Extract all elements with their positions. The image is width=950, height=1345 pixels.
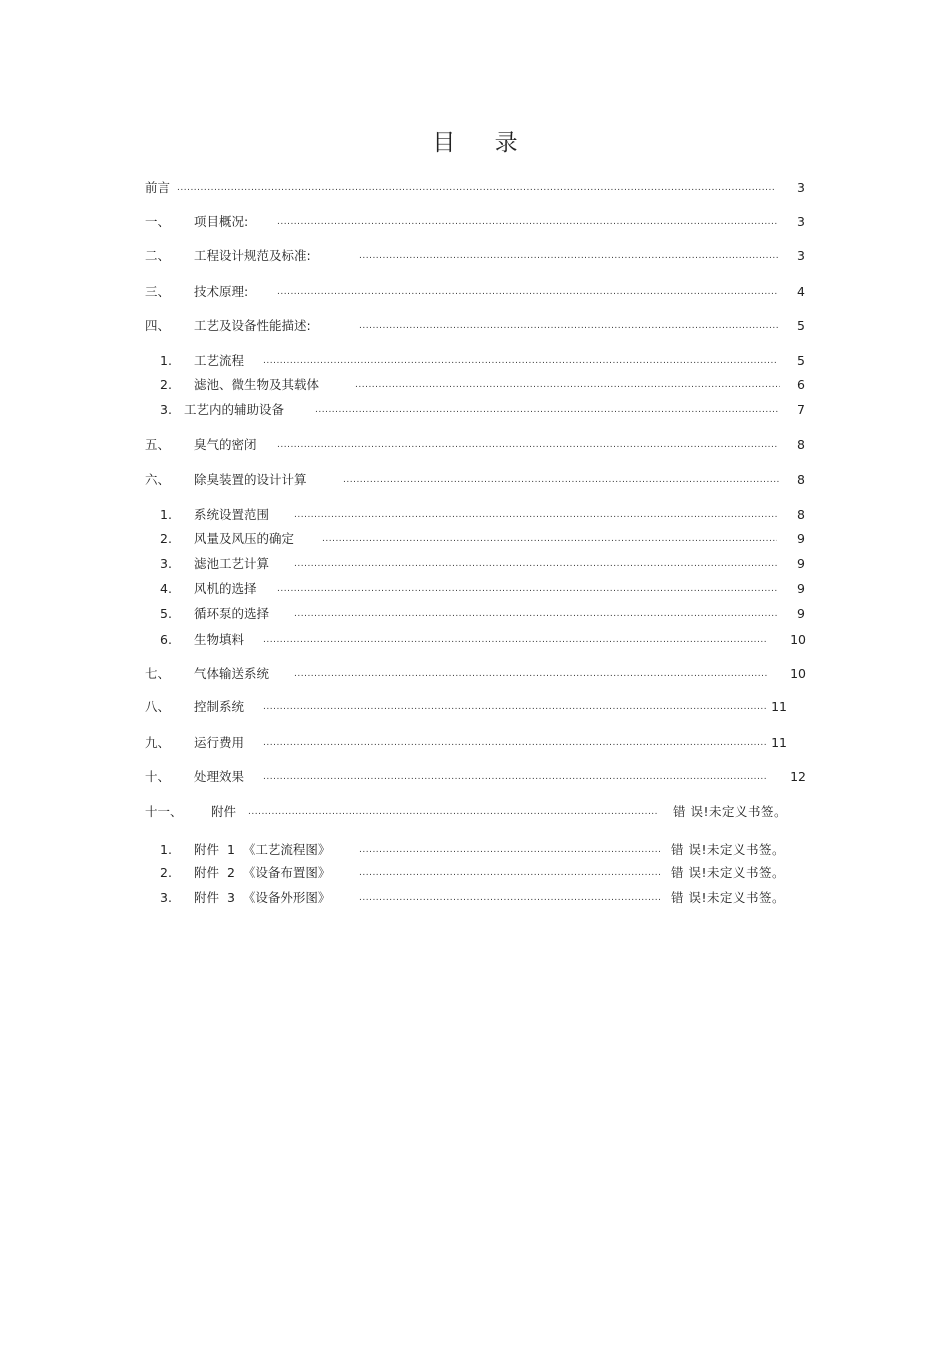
toc-dot-leader — [277, 435, 777, 455]
toc-page-number: 9 — [797, 556, 805, 571]
toc-page-number: 11 — [771, 699, 787, 714]
toc-page-number: 错 误!未定义书签。 — [671, 865, 785, 880]
toc-entry-label: 风机的选择 — [194, 581, 257, 596]
toc-entry-number: 3. — [160, 402, 172, 417]
toc-entry-number: 八、 — [145, 699, 171, 714]
toc-entry[interactable] — [0, 351, 950, 371]
toc-page-number: 错 误!未定义书签。 — [673, 804, 787, 819]
toc-entry-number: 6. — [160, 632, 172, 647]
toc-entry-label: 除臭装置的设计计算 — [194, 472, 307, 487]
toc-page-number: 10 — [790, 632, 806, 647]
toc-dot-leader — [263, 351, 777, 371]
toc-dot-leader — [359, 316, 780, 336]
toc-dot-leader — [263, 630, 768, 650]
toc-entry[interactable] — [0, 470, 950, 490]
toc-entry[interactable] — [0, 888, 950, 908]
toc-dot-leader — [248, 802, 657, 822]
toc-dot-leader — [315, 400, 778, 420]
toc-entry[interactable] — [0, 529, 950, 549]
toc-entry[interactable] — [0, 630, 950, 650]
toc-entry[interactable] — [0, 733, 950, 753]
toc-entry-number: 1. — [160, 842, 172, 857]
toc-dot-leader — [294, 664, 768, 684]
toc-dot-leader — [277, 579, 777, 599]
toc-entry-number: 2. — [160, 377, 172, 392]
toc-entry-number: 四、 — [145, 318, 171, 333]
toc-dot-leader — [359, 246, 780, 266]
toc-dot-leader — [359, 840, 660, 860]
toc-entry[interactable] — [0, 316, 950, 336]
toc-entry[interactable] — [0, 246, 950, 266]
toc-entry[interactable] — [0, 604, 950, 624]
toc-entry-label: 生物填料 — [194, 632, 245, 647]
toc-dot-leader — [294, 604, 777, 624]
toc-entry[interactable] — [0, 840, 950, 860]
toc-page-number: 9 — [797, 606, 805, 621]
toc-page-number: 8 — [797, 507, 805, 522]
toc-page-number: 3 — [797, 248, 805, 263]
toc-entry-number: 三、 — [145, 284, 171, 299]
toc-dot-leader — [277, 282, 777, 302]
toc-entry[interactable] — [0, 863, 950, 883]
toc-entry-label: 气体输送系统 — [194, 666, 270, 681]
toc-entry-label: 处理效果 — [194, 769, 245, 784]
toc-entry-number: 七、 — [145, 666, 171, 681]
toc-entry[interactable] — [0, 802, 950, 822]
toc-page-number: 11 — [771, 735, 787, 750]
toc-page-number: 3 — [797, 214, 805, 229]
toc-page-number: 7 — [797, 402, 805, 417]
toc-entry-number: 九、 — [145, 735, 171, 750]
toc-dot-leader — [263, 767, 768, 787]
toc-entry-label: 工程设计规范及标准: — [194, 248, 311, 263]
toc-dot-leader — [359, 863, 660, 883]
toc-dot-leader — [177, 178, 775, 198]
toc-entry[interactable] — [0, 554, 950, 574]
toc-page-number: 错 误!未定义书签。 — [671, 890, 785, 905]
toc-entry-label: 附件 1 《工艺流程图》 — [194, 842, 331, 857]
toc-entry[interactable] — [0, 505, 950, 525]
toc-entry[interactable] — [0, 212, 950, 232]
toc-entry-number: 十一、 — [145, 804, 183, 819]
toc-page-number: 4 — [797, 284, 805, 299]
toc-entry[interactable] — [0, 375, 950, 395]
toc-entry-label: 风量及风压的确定 — [194, 531, 295, 546]
toc-entry-number: 五、 — [145, 437, 171, 452]
toc-entry-label: 滤池工艺计算 — [194, 556, 270, 571]
toc-page-number: 8 — [797, 472, 805, 487]
toc-dot-leader — [277, 212, 777, 232]
toc-entry-label: 控制系统 — [194, 699, 245, 714]
toc-page-number: 5 — [797, 353, 805, 368]
toc-entry-number: 1. — [160, 353, 172, 368]
toc-entry-label: 附件 3 《设备外形图》 — [194, 890, 331, 905]
toc-entry[interactable] — [0, 664, 950, 684]
toc-entry-number: 4. — [160, 581, 172, 596]
toc-page-number: 9 — [797, 531, 805, 546]
toc-entry-number: 3. — [160, 556, 172, 571]
toc-entry-label: 工艺内的辅助设备 — [184, 402, 285, 417]
toc-entry-label: 项目概况: — [194, 214, 249, 229]
toc-entry-label: 臭气的密闭 — [194, 437, 257, 452]
toc-entry[interactable] — [0, 435, 950, 455]
toc-dot-leader — [355, 375, 780, 395]
toc-page-number: 错 误!未定义书签。 — [671, 842, 785, 857]
toc-entry-number: 一、 — [145, 214, 171, 229]
toc-entry-label: 滤池、微生物及其载体 — [194, 377, 320, 392]
toc-entry-number: 1. — [160, 507, 172, 522]
toc-page-number: 3 — [797, 180, 805, 195]
toc-page-number: 10 — [790, 666, 806, 681]
toc-dot-leader — [294, 505, 777, 525]
toc-entry-label: 附件 2 《设备布置图》 — [194, 865, 331, 880]
toc-entry-number: 5. — [160, 606, 172, 621]
toc-entry[interactable] — [0, 579, 950, 599]
toc-entry-number: 二、 — [145, 248, 171, 263]
toc-entry-number: 2. — [160, 865, 172, 880]
toc-entry-number: 六、 — [145, 472, 171, 487]
toc-entry-label: 前言 — [145, 180, 171, 195]
toc-entry[interactable] — [0, 767, 950, 787]
toc-dot-leader — [263, 733, 768, 753]
toc-page-number: 6 — [797, 377, 805, 392]
toc-dot-leader — [294, 554, 777, 574]
toc-page-number: 9 — [797, 581, 805, 596]
toc-dot-leader — [359, 888, 660, 908]
toc-entry-label: 技术原理: — [194, 284, 249, 299]
toc-entry-label: 工艺流程 — [194, 353, 245, 368]
toc-entry-label: 系统设置范围 — [194, 507, 270, 522]
toc-entry-label: 附件 — [211, 804, 237, 819]
toc-entry[interactable] — [0, 697, 950, 717]
toc-entry[interactable] — [0, 178, 950, 198]
toc-entry-label: 运行费用 — [194, 735, 245, 750]
toc-entry-number: 十、 — [145, 769, 171, 784]
toc-entry-label: 循环泵的选择 — [194, 606, 270, 621]
toc-entry-number: 3. — [160, 890, 172, 905]
toc-title: 目 录 — [432, 130, 534, 156]
toc-dot-leader — [263, 697, 768, 717]
toc-dot-leader — [322, 529, 777, 549]
toc-page-number: 12 — [790, 769, 806, 784]
toc-dot-leader — [343, 470, 780, 490]
toc-page-number: 5 — [797, 318, 805, 333]
toc-entry[interactable] — [0, 282, 950, 302]
toc-entry-number: 2. — [160, 531, 172, 546]
toc-page-number: 8 — [797, 437, 805, 452]
toc-entry-label: 工艺及设备性能描述: — [194, 318, 311, 333]
toc-entry[interactable] — [0, 400, 950, 420]
